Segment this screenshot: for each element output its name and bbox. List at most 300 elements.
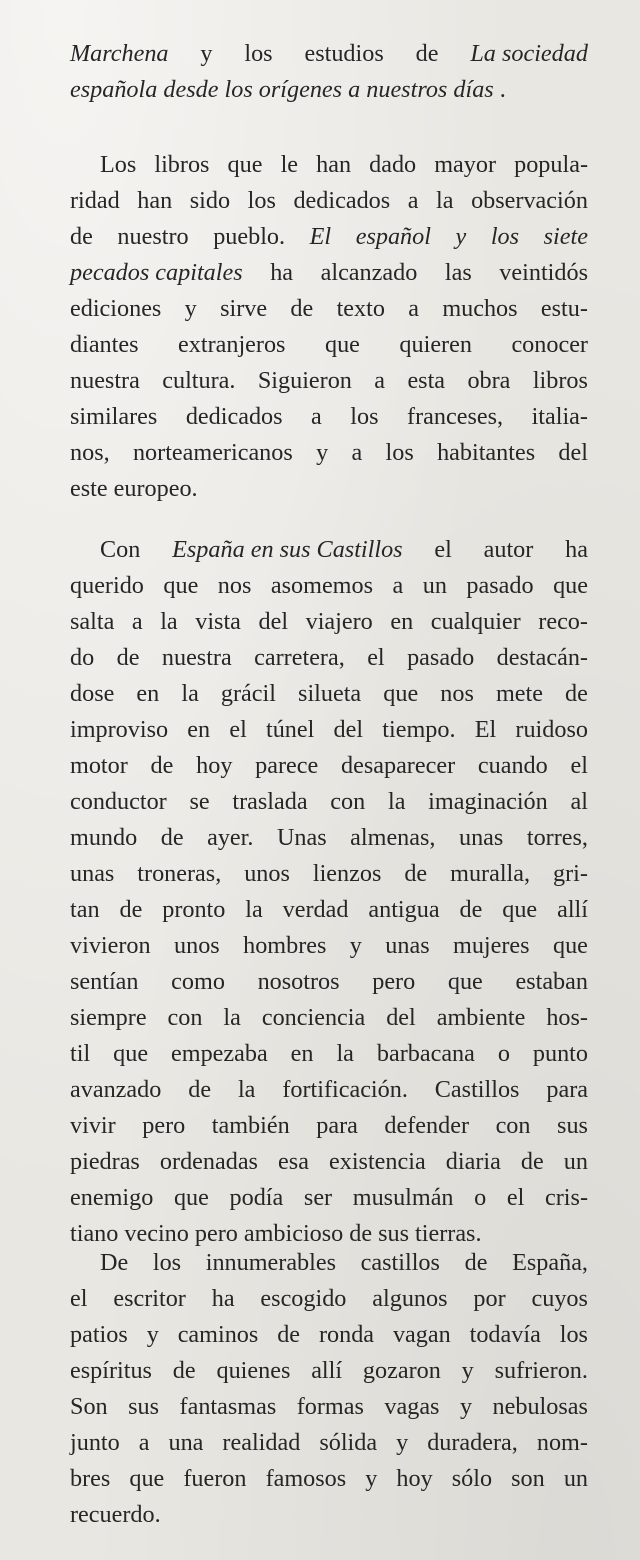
word: vista: [195, 608, 241, 635]
text-line: [70, 219, 588, 255]
word: estu-: [540, 295, 588, 322]
word: en: [390, 608, 414, 635]
word: este europeo.: [70, 475, 198, 502]
word: que: [324, 331, 360, 358]
word: dose: [70, 680, 115, 707]
word: hos-: [546, 1004, 588, 1031]
word: ridad: [70, 187, 120, 214]
word: observación: [471, 187, 588, 214]
word: muralla,: [450, 860, 531, 887]
word: fortificación.: [282, 1076, 408, 1103]
text-line: [70, 892, 588, 928]
word: de: [459, 896, 483, 923]
word: autor: [483, 536, 534, 563]
word: Son: [70, 1393, 108, 1420]
word: reco-: [538, 608, 588, 635]
word: pero: [372, 968, 416, 995]
word: nom-: [536, 1429, 588, 1456]
word: túnel: [265, 716, 315, 743]
text-line: [70, 1108, 588, 1144]
word: y: [459, 1393, 473, 1420]
word: ha: [565, 536, 588, 563]
word: libros: [532, 367, 588, 394]
word: que: [447, 968, 483, 995]
word: cualquier: [430, 608, 521, 635]
text-line: [70, 928, 588, 964]
word: motor: [70, 752, 128, 779]
word: existencia: [329, 1148, 426, 1175]
word: Con: [100, 536, 141, 563]
word: tan: [70, 896, 100, 923]
text-line: [70, 399, 588, 435]
italic-word: y: [455, 223, 467, 250]
word: que: [113, 1040, 149, 1067]
word: en: [290, 1040, 314, 1067]
word: de: [116, 644, 140, 671]
word: piedras: [70, 1148, 140, 1175]
word: la: [160, 608, 178, 635]
word: y: [365, 1465, 378, 1492]
text-line: [70, 712, 588, 748]
word: ruidoso: [515, 716, 588, 743]
word: nuestro: [117, 223, 189, 250]
word: extranjeros: [178, 331, 286, 358]
word: pasado: [407, 644, 475, 671]
text-line: [70, 327, 588, 363]
word: mayor: [434, 151, 497, 178]
word: que: [502, 896, 538, 923]
word: veintidós: [499, 259, 588, 286]
word: los: [244, 40, 273, 67]
word: también: [211, 1112, 290, 1139]
word: unos: [244, 860, 290, 887]
word: franceses,: [407, 403, 504, 430]
italic-word: El: [309, 223, 332, 250]
word: que: [227, 151, 263, 178]
word: el: [70, 1285, 88, 1312]
word: sufrieron.: [494, 1357, 588, 1384]
word: ediciones: [70, 295, 162, 322]
word: cuyos: [531, 1285, 588, 1312]
word: til: [70, 1040, 91, 1067]
word: quieren: [399, 331, 472, 358]
word: italia-: [531, 403, 588, 430]
word: a: [131, 608, 143, 635]
italic-word: La sociedad: [470, 40, 588, 67]
text-line: [70, 1180, 588, 1216]
word: El: [474, 716, 497, 743]
word: famosos: [265, 1465, 347, 1492]
word: como: [171, 968, 225, 995]
text-line: [70, 1497, 588, 1533]
word: vecino: [124, 1220, 189, 1247]
italic-word: española desde los orígenes a nuestros días: [70, 76, 494, 103]
word: sólo: [451, 1465, 493, 1492]
word: parece: [255, 752, 319, 779]
text-line: [70, 255, 588, 291]
italic-word: pecados capitales: [70, 259, 243, 286]
word: desaparecer: [341, 752, 456, 779]
word: un: [563, 1148, 588, 1175]
word: ser: [303, 1184, 333, 1211]
word: sentían: [70, 968, 139, 995]
word: antigua: [368, 896, 440, 923]
word: vagas: [384, 1393, 440, 1420]
text-line: [70, 435, 588, 471]
word: ordenadas: [159, 1148, 258, 1175]
word: norteamericanos: [132, 439, 293, 466]
word: .: [499, 76, 506, 103]
word: estaban: [515, 968, 588, 995]
word: barbacana: [376, 1040, 475, 1067]
word: con: [167, 1004, 203, 1031]
text-line: [70, 1072, 588, 1108]
word: del: [386, 1004, 416, 1031]
word: tiano: [70, 1220, 119, 1247]
word: texto: [336, 295, 385, 322]
word: de: [277, 1321, 301, 1348]
word: silueta: [298, 680, 362, 707]
paragraph-chosen-castles: [70, 1245, 588, 1533]
word: unas: [70, 860, 115, 887]
text-line: [70, 1425, 588, 1461]
word: carretera,: [254, 644, 345, 671]
word: los: [385, 439, 414, 466]
word: escritor: [113, 1285, 186, 1312]
word: el: [506, 1184, 525, 1211]
word: de: [150, 752, 174, 779]
word: los: [350, 403, 379, 430]
word: traslada: [232, 788, 308, 815]
text-line: [70, 72, 588, 108]
word: y: [184, 295, 197, 322]
word: en: [136, 680, 160, 707]
word: obra: [467, 367, 511, 394]
word: el: [570, 752, 588, 779]
word: nuestra: [70, 367, 140, 394]
word: una: [168, 1429, 204, 1456]
word: y: [396, 1429, 409, 1456]
word: algunos: [372, 1285, 448, 1312]
word: o: [497, 1040, 510, 1067]
text-line: [70, 640, 588, 676]
word: pero: [142, 1112, 186, 1139]
word: cris-: [545, 1184, 588, 1211]
word: musulmán: [352, 1184, 454, 1211]
word: del: [333, 716, 364, 743]
italic-word: los: [490, 223, 520, 250]
word: de: [172, 1357, 196, 1384]
word: el: [229, 716, 247, 743]
word: vivieron: [70, 932, 151, 959]
word: grácil: [220, 680, 276, 707]
word: con: [330, 788, 366, 815]
word: la: [387, 788, 406, 815]
word: improviso: [70, 716, 169, 743]
text-line: [70, 748, 588, 784]
text-line: [70, 147, 588, 183]
word: ronda: [318, 1321, 375, 1348]
word: enemigo: [70, 1184, 154, 1211]
word: do: [70, 644, 95, 671]
word: tiempo.: [382, 716, 456, 743]
word: realidad: [222, 1429, 301, 1456]
word: allí: [557, 896, 588, 923]
word: que: [163, 572, 199, 599]
word: la: [237, 1076, 256, 1103]
word: quienes: [216, 1357, 291, 1384]
text-line: [70, 1245, 588, 1281]
word: ambiente: [436, 1004, 526, 1031]
word: escogido: [260, 1285, 347, 1312]
word: han: [316, 151, 352, 178]
word: mete: [495, 680, 543, 707]
word: pueblo.: [213, 223, 286, 250]
word: allí: [311, 1357, 343, 1384]
word: del: [558, 439, 588, 466]
word: a: [392, 572, 404, 599]
italic-word: España en sus Castillos: [172, 536, 403, 563]
word: de: [349, 1220, 373, 1247]
word: verdad: [282, 896, 349, 923]
word: del: [258, 608, 289, 635]
word: que: [553, 572, 588, 599]
word: dedicados: [293, 187, 391, 214]
paragraph-intro-continuation: [70, 36, 588, 108]
word: nebulosas: [492, 1393, 588, 1420]
word: la: [223, 1004, 241, 1031]
text-line: [70, 1281, 588, 1317]
word: hombres: [243, 932, 327, 959]
text-line: [70, 676, 588, 712]
word: unos: [174, 932, 220, 959]
word: cultura.: [162, 367, 236, 394]
word: vivir: [70, 1112, 116, 1139]
word: le: [280, 151, 299, 178]
word: torres,: [526, 824, 588, 851]
text-line: [70, 1036, 588, 1072]
word: sólida: [319, 1429, 378, 1456]
paragraph-castles-book: [70, 532, 588, 1252]
text-line: [70, 604, 588, 640]
italic-word: español: [355, 223, 431, 250]
word: al: [570, 788, 588, 815]
word: podía: [229, 1184, 284, 1211]
word: conductor: [70, 788, 167, 815]
word: imaginación: [428, 788, 548, 815]
word: De: [100, 1249, 129, 1276]
word: de: [464, 1249, 488, 1276]
word: espíritus: [70, 1357, 152, 1384]
word: un: [563, 1465, 588, 1492]
text-line: [70, 532, 588, 568]
word: y: [461, 1357, 474, 1384]
word: a: [407, 187, 419, 214]
italic-word: Marchena: [70, 40, 169, 67]
word: la: [245, 896, 263, 923]
word: punto: [532, 1040, 588, 1067]
word: destacán-: [496, 644, 588, 671]
word: la: [436, 187, 454, 214]
word: sirve: [220, 295, 268, 322]
word: almenas,: [350, 824, 436, 851]
word: el: [367, 644, 385, 671]
word: junto: [70, 1429, 120, 1456]
word: esta: [407, 367, 446, 394]
word: similares: [70, 403, 158, 430]
word: a: [374, 367, 386, 394]
word: o: [474, 1184, 487, 1211]
word: a: [138, 1429, 150, 1456]
word: empezaba: [171, 1040, 268, 1067]
word: popula-: [514, 151, 588, 178]
text-line: [70, 183, 588, 219]
word: esa: [278, 1148, 309, 1175]
word: de: [119, 896, 143, 923]
word: ha: [270, 259, 294, 286]
word: innumerables: [205, 1249, 337, 1276]
word: ayer.: [207, 824, 254, 851]
word: nos: [440, 680, 474, 707]
word: nos: [217, 572, 252, 599]
text-line: [70, 1000, 588, 1036]
text-line: [70, 784, 588, 820]
word: salta: [70, 608, 115, 635]
word: de: [70, 223, 93, 250]
word: nosotros: [257, 968, 340, 995]
word: y: [316, 439, 329, 466]
word: gri-: [553, 860, 588, 887]
word: duradera,: [427, 1429, 518, 1456]
word: las: [444, 259, 472, 286]
word: sus: [378, 1220, 410, 1247]
word: dado: [369, 151, 417, 178]
text-line: [70, 1317, 588, 1353]
word: estudios: [304, 40, 384, 67]
word: Castillos: [434, 1076, 520, 1103]
word: un: [422, 572, 447, 599]
word: unas: [458, 824, 504, 851]
word: tierras.: [415, 1220, 482, 1247]
word: avanzado: [70, 1076, 162, 1103]
word: España,: [512, 1249, 588, 1276]
word: viajero: [305, 608, 373, 635]
text-line: [70, 1353, 588, 1389]
word: defender: [384, 1112, 470, 1139]
text-line: [70, 1144, 588, 1180]
text-line: [70, 291, 588, 327]
word: y: [200, 40, 213, 67]
word: cuando: [477, 752, 548, 779]
text-line: [70, 1389, 588, 1425]
word: la: [181, 680, 199, 707]
word: se: [189, 788, 210, 815]
word: a: [351, 439, 363, 466]
word: de: [188, 1076, 212, 1103]
word: siempre: [70, 1004, 147, 1031]
word: de: [404, 860, 428, 887]
word: todavía: [469, 1321, 541, 1348]
word: conocer: [511, 331, 588, 358]
word: diantes: [70, 331, 139, 358]
word: para: [546, 1076, 588, 1103]
word: fantasmas: [179, 1393, 277, 1420]
word: son: [511, 1465, 545, 1492]
word: habitantes: [437, 439, 536, 466]
word: pasado: [466, 572, 534, 599]
word: fueron: [183, 1465, 247, 1492]
word: de: [290, 295, 314, 322]
word: los: [247, 187, 276, 214]
word: pronto: [162, 896, 226, 923]
word: ambicioso: [243, 1220, 344, 1247]
word: por: [473, 1285, 506, 1312]
word: recuerdo.: [70, 1501, 161, 1528]
word: sus: [128, 1393, 160, 1420]
word: muchos: [442, 295, 518, 322]
word: sido: [189, 187, 231, 214]
word: de: [415, 40, 439, 67]
word: han: [137, 187, 173, 214]
word: de: [565, 680, 588, 707]
word: gozaron: [362, 1357, 441, 1384]
word: formas: [296, 1393, 364, 1420]
text-line: [70, 471, 588, 507]
paragraph-popular-books: [70, 147, 588, 507]
italic-word: siete: [543, 223, 588, 250]
word: mujeres: [453, 932, 530, 959]
word: hoy: [396, 1465, 433, 1492]
word: que: [129, 1465, 165, 1492]
word: para: [316, 1112, 358, 1139]
text-line: [70, 856, 588, 892]
word: patios: [70, 1321, 128, 1348]
word: nuestra: [161, 644, 232, 671]
word: y: [349, 932, 362, 959]
word: la: [336, 1040, 354, 1067]
text-line: [70, 363, 588, 399]
word: dedicados: [185, 403, 283, 430]
word: Unas: [276, 824, 327, 851]
word: de: [160, 824, 184, 851]
word: lienzos: [312, 860, 382, 887]
word: y: [146, 1321, 159, 1348]
word: sus: [557, 1112, 588, 1139]
word: conciencia: [261, 1004, 366, 1031]
word: que: [552, 932, 588, 959]
word: libros: [154, 151, 210, 178]
word: que: [383, 680, 419, 707]
word: ha: [211, 1285, 235, 1312]
text-line: [70, 1461, 588, 1497]
word: de: [520, 1148, 544, 1175]
word: alcanzado: [320, 259, 418, 286]
word: caminos: [177, 1321, 259, 1348]
word: vagan: [392, 1321, 451, 1348]
word: asomemos: [270, 572, 374, 599]
word: que: [173, 1184, 209, 1211]
word: hoy: [196, 752, 233, 779]
word: a: [408, 295, 419, 322]
word: el: [434, 536, 452, 563]
word: mundo: [70, 824, 138, 851]
word: nos,: [70, 439, 110, 466]
text-line: [70, 36, 588, 72]
word: troneras,: [137, 860, 222, 887]
word: querido: [70, 572, 144, 599]
word: Siguieron: [257, 367, 352, 394]
word: a: [311, 403, 322, 430]
